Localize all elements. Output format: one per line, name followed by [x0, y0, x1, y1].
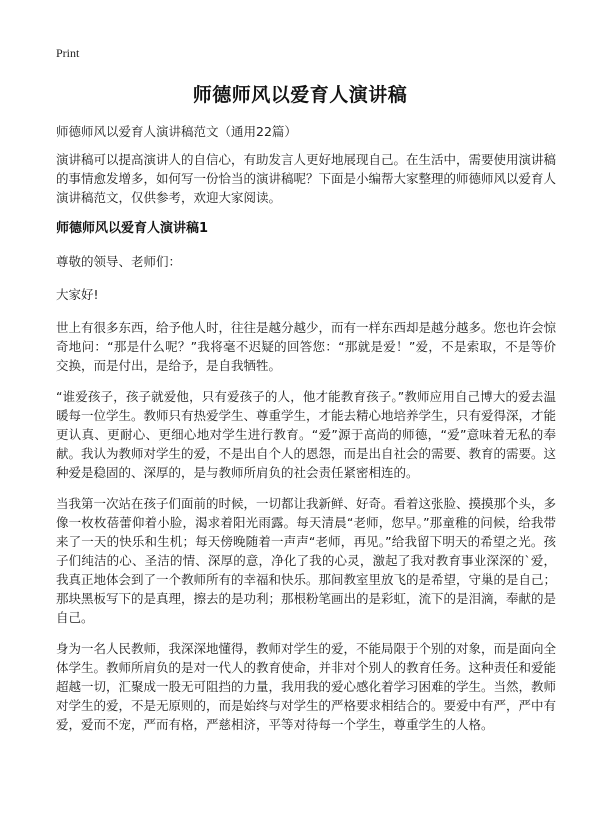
body-paragraph-1: 世上有很多东西，给予他人时，往往是越分越少，而有一样东西却是越分越多。您也许会惊奇地问：“那是什么呢？”我将毫不迟疑的回答您：“那就是爱！”爱，不是索取，不是等价交换，而是付出，是给予，是自我牺牲。 [56, 320, 557, 373]
intro-paragraph: 演讲稿可以提高演讲人的自信心，有助发言人更好地展现自己。在生活中，需要使用演讲稿的事情愈发增多，如何写一份恰当的演讲稿呢？下面是小编帮大家整理的师德师风以爱育人演讲稿范文，仅供参考，欢迎大家阅读。 [56, 152, 557, 205]
body-paragraph-3: 当我第一次站在孩子们面前的时候，一切都让我新鲜、好奇。看着这张脸、摸摸那个头，多像一枚枚蓓蕾仰着小脸，渴求着阳光雨露。每天清晨“老师，您早。”那童稚的问候，给我带来了一天的快乐和生机；每天傍晚随着一声声“老师，再见。”给我留下明天的希望之光。孩子们纯洁的心、圣洁的情、深厚的意，净化了我的心灵，激起了我对教育事业深深的`爱，我真正地体会到了一个教师所有的幸福和快乐。那间教室里放飞的是希望，守巢的是自己；那块黑板写下的是真理，擦去的是功利；那根粉笔画出的是彩虹，流下的是泪滴，奉献的是自己。 [56, 496, 557, 625]
document-body [56, 150, 556, 746]
section-heading: 师德师风以爱育人演讲稿1 [56, 221, 209, 236]
body-paragraph-2: “谁爱孩子，孩子就爱他，只有爱孩子的人，他才能教育孩子。”教师应用自己博大的爱去温暖每一位学生。教师只有热爱学生、尊重学生，才能去精心地培养学生，只有爱得深，才能更认真、更耐心、更细心地对学生进行教育。“爱”源于高尚的师德，“爱”意味着无私的奉献。我认为教师对学生的爱，不是出自个人的恩怨，而是出自社会的需要、教育的需要。这种爱是稳固的、深厚的，是与教师所肩负的社会责任紧密相连的。 [56, 389, 557, 480]
page-title: 师德师风以爱育人演讲稿 [192, 84, 408, 106]
greeting: 大家好! [56, 287, 99, 302]
body-paragraph-4: 身为一名人民教师，我深深地懂得，教师对学生的爱，不能局限于个别的对象，而是面向全体学生。教师所肩负的是对一代人的教育使命，并非对个别人的教育任务。这种责任和爱能超越一切，汇聚成一股无可阻挡的力量，我用我的爱心感化着学习困难的学生。当然，教师对学生的爱，不是无原则的，而是始终与对学生的严格要求相结合的。要爱中有严，严中有爱，爱而不宠，严而有格，严慈相济，平等对待每一个学生，尊重学生的人格。 [56, 641, 557, 732]
print-label: Print [56, 46, 80, 60]
salutation: 尊敬的领导、老师们： [56, 254, 182, 269]
document-subtitle: 师德师风以爱育人演讲稿范文（通用22篇） [56, 124, 297, 139]
